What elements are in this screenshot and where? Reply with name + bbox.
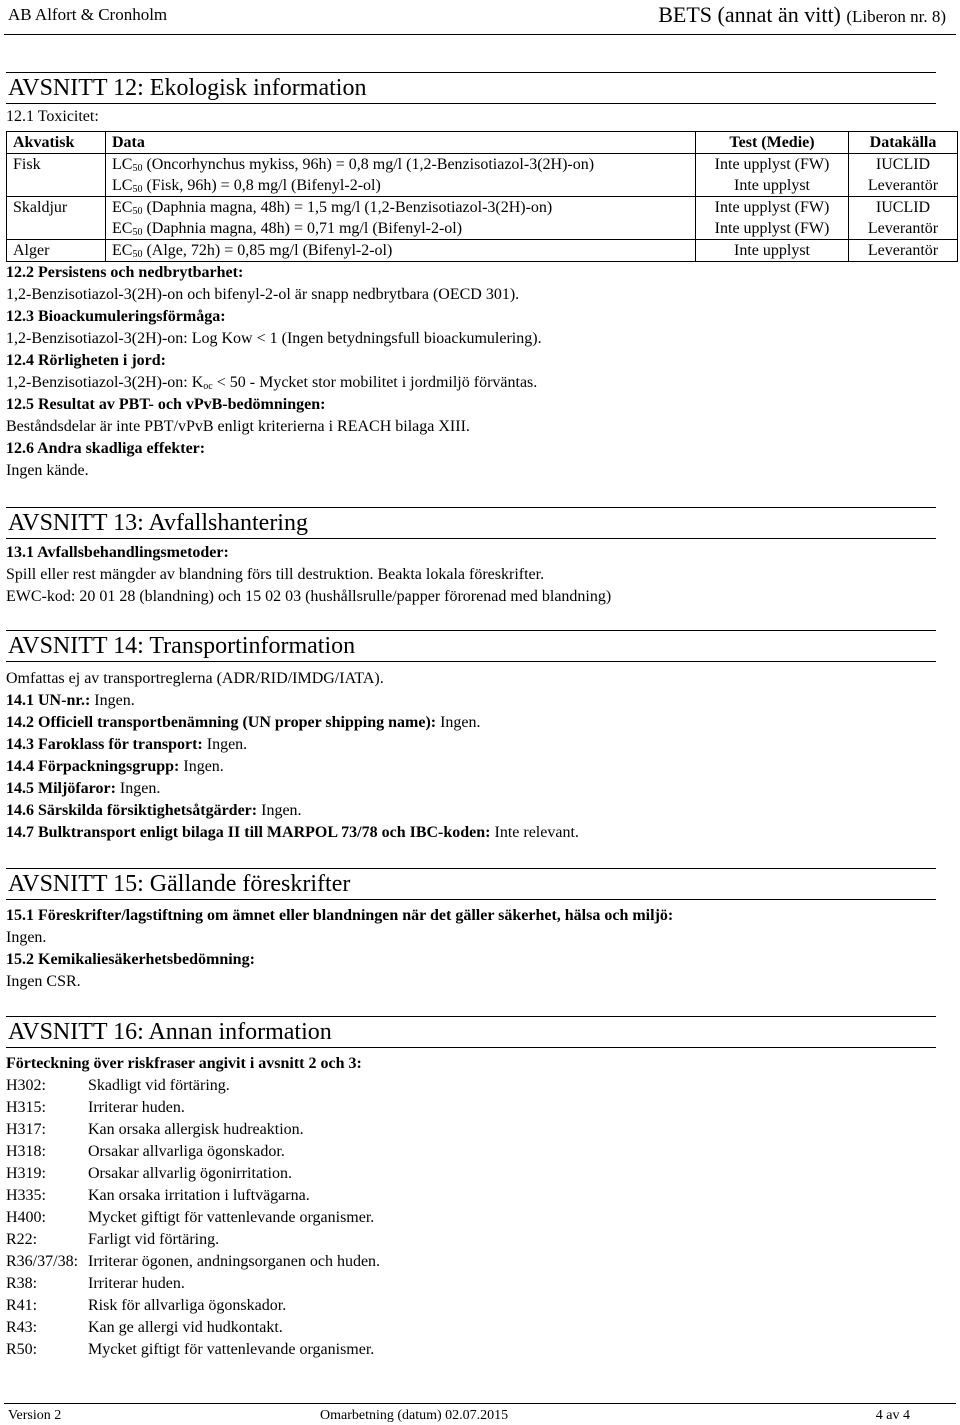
product-name <box>658 2 946 28</box>
list-item: R43: Kan ge allergi vid hudkontakt. <box>6 1319 283 1336</box>
toxicity-label: 12.1 Toxicitet: <box>6 108 99 125</box>
section-15 <box>6 868 936 993</box>
section-13 <box>6 507 936 608</box>
list-item: H302: Skadligt vid förtäring. <box>6 1077 230 1094</box>
header-rule <box>4 34 956 35</box>
list-item: H318: Orsakar allvarliga ögonskador. <box>6 1143 285 1160</box>
s14-item: 14.5 Miljöfaror: Ingen. <box>6 780 161 797</box>
section-16-title: AVSNITT 16: Annan information <box>6 1016 936 1048</box>
p125-text: Beståndsdelar är inte PBT/vPvB enligt kriterierna i REACH bilaga XIII. <box>6 418 470 435</box>
s14-item: 14.2 Officiell transportbenämning (UN proper shipping name): Ingen. <box>6 714 481 731</box>
p151-text: Ingen. <box>6 929 47 946</box>
list-item: H317: Kan orsaka allergisk hudreaktion. <box>6 1121 304 1138</box>
s14-item: 14.3 Faroklass för transport: Ingen. <box>6 736 248 753</box>
footer-version: Version 2 <box>8 1408 62 1423</box>
data-line: $EC_{50}$ (Daphnia magna, 48h) = 0,71 mg/l (Bifenyl-2-ol) <box>112 220 463 238</box>
p122-text: 1,2-Benzisotiazol-3(2H)-on och bifenyl-2-ol är snapp nedbrytbara (OECD 301). <box>6 286 520 303</box>
footer-rule <box>4 1403 956 1404</box>
list-item: H335: Kan orsaka irritation i luftvägarna. <box>6 1187 310 1204</box>
table-row-alger <box>7 240 958 262</box>
p131-label: 13.1 Avfallsbehandlingsmetoder: <box>6 544 229 561</box>
s14-item: 14.1 UN-nr.: Ingen. <box>6 692 135 709</box>
list-item: R38: Irriterar huden. <box>6 1275 185 1292</box>
source-cell: Leverantör <box>849 240 958 262</box>
p123-text: 1,2-Benzisotiazol-3(2H)-on: Log Kow < 1 (Ingen betydningsfull bioackumulering). <box>6 330 542 347</box>
footer-page: 4 av 4 <box>875 1408 910 1423</box>
p131-text1: Spill eller rest mängder av blandning förs till destruktion. Beakta lokala föreskrifter. <box>6 566 545 583</box>
col-header-source: Datakälla <box>849 132 958 154</box>
toxicity-table <box>6 131 958 262</box>
data-line: $EC_{50}$ (Daphnia magna, 48h) = 1,5 mg/l (1,2-Benzisotiazol-3(2H)-on) <box>112 199 553 217</box>
p124-text: 1,2-Benzisotiazol-3(2H)-on: $K_{oc} < 50$ - Mycket stor mobilitet i jordmiljö förväntas. <box>6 374 538 392</box>
p131-text2: EWC-kod: 20 01 28 (blandning) och 15 02 03 (hushållsrulle/papper förorenad med blandning) <box>6 588 612 605</box>
p122-label: 12.2 Persistens och nedbrytbarhet: <box>6 264 244 281</box>
phrase-list-label: Förteckning över riskfraser angivit i avsnitt 2 och 3: <box>6 1055 362 1072</box>
source-cell: IUCLID Leverantör <box>849 154 958 197</box>
table-row-skaldjur <box>7 197 958 240</box>
test-cell: Inte upplyst <box>696 240 849 262</box>
list-item: H319: Orsakar allvarlig ögonirritation. <box>6 1165 292 1182</box>
section-14 <box>6 630 936 844</box>
p152-text: Ingen CSR. <box>6 973 81 990</box>
col-header-data: Data <box>106 132 696 154</box>
s14-item: 14.4 Förpackningsgrupp: Ingen. <box>6 758 224 775</box>
footer-revision: Omarbetning (datum) 02.07.2015 <box>320 1408 509 1423</box>
source-cell: IUCLID Leverantör <box>849 197 958 240</box>
section-12 <box>6 72 936 128</box>
p152-label: 15.2 Kemikaliesäkerhetsbedömning: <box>6 951 255 968</box>
table-header-row <box>7 132 958 154</box>
data-line: $EC_{50}$ (Alge, 72h) = 0,85 mg/l (Bifenyl-2-ol) <box>112 242 393 260</box>
data-line: $LC_{50}$ (Oncorhynchus mykiss, 96h) = 0,8 mg/l (1,2-Benzisotiazol-3(2H)-on) <box>112 156 595 174</box>
p123-label: 12.3 Bioackumuleringsförmåga: <box>6 308 226 325</box>
p124-label: 12.4 Rörligheten i jord: <box>6 352 166 369</box>
section-12-title: AVSNITT 12: Ekologisk information <box>6 72 936 104</box>
list-item: R50: Mycket giftigt för vattenlevande organismer. <box>6 1341 375 1358</box>
section-14-title: AVSNITT 14: Transportinformation <box>6 630 936 662</box>
data-cell <box>106 240 696 262</box>
list-item: R36/37/38: Irriterar ögonen, andningsorganen och huden. <box>6 1253 381 1270</box>
p125-label: 12.5 Resultat av PBT- och vPvB-bedömningen: <box>6 396 326 413</box>
data-cell <box>106 154 696 197</box>
section-12-details <box>6 262 936 482</box>
col-header-akvatisk: Akvatisk <box>7 132 106 154</box>
test-cell: Inte upplyst (FW) Inte upplyst (FW) <box>696 197 849 240</box>
p126-text: Ingen kände. <box>6 462 89 479</box>
data-cell <box>106 197 696 240</box>
s14-item: 14.6 Särskilda försiktighetsåtgärder: Ingen. <box>6 802 302 819</box>
table-row-fisk <box>7 154 958 197</box>
col-header-test: Test (Medie) <box>696 132 849 154</box>
s14-intro: Omfattas ej av transportreglerna (ADR/RID/IMDG/IATA). <box>6 670 384 687</box>
section-15-title: AVSNITT 15: Gällande föreskrifter <box>6 868 936 900</box>
p126-label: 12.6 Andra skadliga effekter: <box>6 440 206 457</box>
p151-label: 15.1 Föreskrifter/lagstiftning om ämnet eller blandningen när det gäller säkerhet, hälsa och miljö: <box>6 907 674 924</box>
list-item: H315: Irriterar huden. <box>6 1099 185 1116</box>
product-note: (Liberon nr. 8) <box>846 7 946 26</box>
group-cell: Alger <box>7 240 106 262</box>
section-13-title: AVSNITT 13: Avfallshantering <box>6 507 936 539</box>
data-line: $LC_{50}$ (Fisk, 96h) = 0,8 mg/l (Bifenyl-2-ol) <box>112 177 381 195</box>
company-name: AB Alfort & Cronholm <box>8 5 168 24</box>
list-item: R22: Farligt vid förtäring. <box>6 1231 220 1248</box>
list-item: H400: Mycket giftigt för vattenlevande organismer. <box>6 1209 375 1226</box>
product-title: BETS (annat än vitt) <box>658 2 841 27</box>
s14-item: 14.7 Bulktransport enligt bilaga II till MARPOL 73/78 och IBC-koden: Inte relevant. <box>6 824 579 841</box>
list-item: R41: Risk för allvarliga ögonskador. <box>6 1297 287 1314</box>
test-cell: Inte upplyst (FW) Inte upplyst <box>696 154 849 197</box>
section-16 <box>6 1016 936 1361</box>
group-cell: Fisk <box>7 154 106 197</box>
group-cell: Skaldjur <box>7 197 106 240</box>
